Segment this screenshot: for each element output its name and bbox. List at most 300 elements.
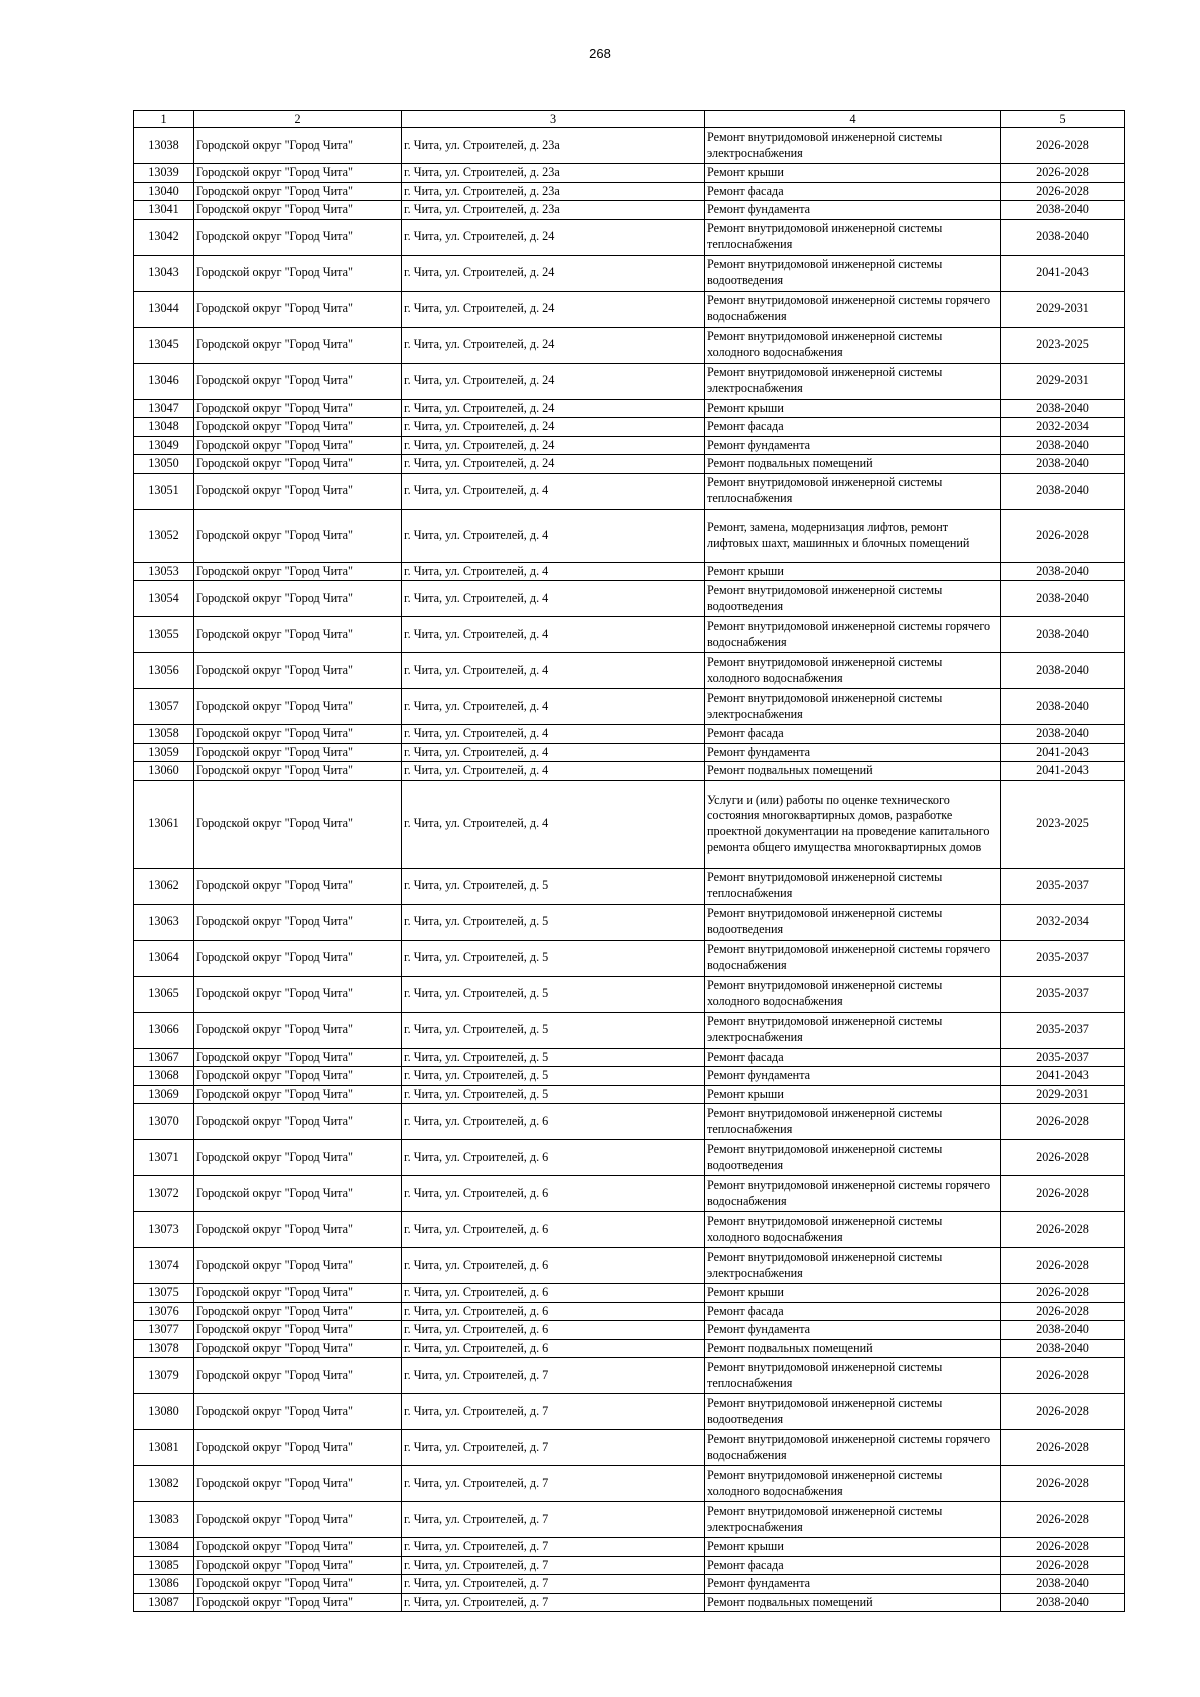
district-cell: Городской округ "Город Чита" bbox=[194, 1430, 402, 1466]
table-row bbox=[134, 1140, 1125, 1176]
row-id-cell: 13042 bbox=[134, 219, 194, 255]
table-row bbox=[134, 1104, 1125, 1140]
period-cell: 2038-2040 bbox=[1001, 617, 1125, 653]
work-type-cell: Ремонт фундамента bbox=[705, 1575, 1001, 1594]
period-cell: 2038-2040 bbox=[1001, 1321, 1125, 1340]
work-type-cell: Ремонт внутридомовой инженерной системы теплоснабжения bbox=[705, 868, 1001, 904]
period-cell: 2038-2040 bbox=[1001, 473, 1125, 509]
work-type-cell: Ремонт фасада bbox=[705, 725, 1001, 744]
address-cell: г. Чита, ул. Строителей, д. 7 bbox=[402, 1538, 705, 1557]
work-type-cell: Ремонт внутридомовой инженерной системы электроснабжения bbox=[705, 1502, 1001, 1538]
capital-repair-table bbox=[133, 110, 1125, 1612]
work-type-cell: Ремонт внутридомовой инженерной системы электроснабжения bbox=[705, 1012, 1001, 1048]
table-row bbox=[134, 255, 1125, 291]
table-row bbox=[134, 455, 1125, 474]
work-type-cell: Ремонт внутридомовой инженерной системы теплоснабжения bbox=[705, 1104, 1001, 1140]
row-id-cell: 13079 bbox=[134, 1358, 194, 1394]
address-cell: г. Чита, ул. Строителей, д. 23а bbox=[402, 182, 705, 201]
period-cell: 2038-2040 bbox=[1001, 201, 1125, 220]
row-id-cell: 13061 bbox=[134, 780, 194, 868]
row-id-cell: 13074 bbox=[134, 1248, 194, 1284]
row-id-cell: 13073 bbox=[134, 1212, 194, 1248]
address-cell: г. Чита, ул. Строителей, д. 5 bbox=[402, 1012, 705, 1048]
district-cell: Городской округ "Город Чита" bbox=[194, 868, 402, 904]
work-type-cell: Ремонт внутридомовой инженерной системы водоотведения bbox=[705, 1394, 1001, 1430]
address-cell: г. Чита, ул. Строителей, д. 5 bbox=[402, 868, 705, 904]
address-cell: г. Чита, ул. Строителей, д. 5 bbox=[402, 1067, 705, 1086]
row-id-cell: 13043 bbox=[134, 255, 194, 291]
period-cell: 2026-2028 bbox=[1001, 1248, 1125, 1284]
table-row bbox=[134, 1502, 1125, 1538]
row-id-cell: 13065 bbox=[134, 976, 194, 1012]
work-type-cell: Ремонт внутридомовой инженерной системы водоотведения bbox=[705, 1140, 1001, 1176]
table-row bbox=[134, 509, 1125, 562]
table-row bbox=[134, 653, 1125, 689]
table-row bbox=[134, 780, 1125, 868]
header-row bbox=[134, 111, 1125, 128]
row-id-cell: 13059 bbox=[134, 743, 194, 762]
row-id-cell: 13057 bbox=[134, 689, 194, 725]
work-type-cell: Ремонт внутридомовой инженерной системы горячего водоснабжения bbox=[705, 617, 1001, 653]
table-row bbox=[134, 182, 1125, 201]
row-id-cell: 13082 bbox=[134, 1466, 194, 1502]
period-cell: 2026-2028 bbox=[1001, 1104, 1125, 1140]
work-type-cell: Ремонт крыши bbox=[705, 1085, 1001, 1104]
table-row bbox=[134, 418, 1125, 437]
period-cell: 2038-2040 bbox=[1001, 653, 1125, 689]
district-cell: Городской округ "Город Чита" bbox=[194, 653, 402, 689]
work-type-cell: Ремонт крыши bbox=[705, 164, 1001, 183]
district-cell: Городской округ "Город Чита" bbox=[194, 689, 402, 725]
district-cell: Городской округ "Город Чита" bbox=[194, 128, 402, 164]
period-cell: 2026-2028 bbox=[1001, 1284, 1125, 1303]
district-cell: Городской округ "Город Чита" bbox=[194, 436, 402, 455]
address-cell: г. Чита, ул. Строителей, д. 7 bbox=[402, 1556, 705, 1575]
row-id-cell: 13080 bbox=[134, 1394, 194, 1430]
table-row bbox=[134, 1176, 1125, 1212]
address-cell: г. Чита, ул. Строителей, д. 23а bbox=[402, 128, 705, 164]
district-cell: Городской округ "Город Чита" bbox=[194, 1048, 402, 1067]
district-cell: Городской округ "Город Чита" bbox=[194, 1085, 402, 1104]
period-cell: 2026-2028 bbox=[1001, 1358, 1125, 1394]
row-id-cell: 13085 bbox=[134, 1556, 194, 1575]
table-row bbox=[134, 1012, 1125, 1048]
table-row bbox=[134, 1339, 1125, 1358]
work-type-cell: Ремонт фундамента bbox=[705, 743, 1001, 762]
table-row bbox=[134, 1302, 1125, 1321]
row-id-cell: 13040 bbox=[134, 182, 194, 201]
address-cell: г. Чита, ул. Строителей, д. 24 bbox=[402, 327, 705, 363]
work-type-cell: Ремонт фундамента bbox=[705, 1321, 1001, 1340]
district-cell: Городской округ "Город Чита" bbox=[194, 182, 402, 201]
district-cell: Городской округ "Город Чита" bbox=[194, 1302, 402, 1321]
period-cell: 2038-2040 bbox=[1001, 1339, 1125, 1358]
district-cell: Городской округ "Город Чита" bbox=[194, 1176, 402, 1212]
address-cell: г. Чита, ул. Строителей, д. 4 bbox=[402, 780, 705, 868]
table-row bbox=[134, 904, 1125, 940]
table-row bbox=[134, 1430, 1125, 1466]
address-cell: г. Чита, ул. Строителей, д. 6 bbox=[402, 1248, 705, 1284]
district-cell: Городской округ "Город Чита" bbox=[194, 1067, 402, 1086]
district-cell: Городской округ "Город Чита" bbox=[194, 762, 402, 781]
address-cell: г. Чита, ул. Строителей, д. 23а bbox=[402, 164, 705, 183]
period-cell: 2026-2028 bbox=[1001, 128, 1125, 164]
row-id-cell: 13087 bbox=[134, 1593, 194, 1612]
address-cell: г. Чита, ул. Строителей, д. 24 bbox=[402, 436, 705, 455]
work-type-cell: Ремонт внутридомовой инженерной системы холодного водоснабжения bbox=[705, 1212, 1001, 1248]
table-row bbox=[134, 1466, 1125, 1502]
period-cell: 2026-2028 bbox=[1001, 1302, 1125, 1321]
work-type-cell: Ремонт крыши bbox=[705, 1284, 1001, 1303]
work-type-cell: Ремонт внутридомовой инженерной системы водоотведения bbox=[705, 581, 1001, 617]
district-cell: Городской округ "Город Чита" bbox=[194, 255, 402, 291]
district-cell: Городской округ "Город Чита" bbox=[194, 1502, 402, 1538]
period-cell: 2026-2028 bbox=[1001, 164, 1125, 183]
address-cell: г. Чита, ул. Строителей, д. 7 bbox=[402, 1575, 705, 1594]
period-cell: 2029-2031 bbox=[1001, 1085, 1125, 1104]
row-id-cell: 13086 bbox=[134, 1575, 194, 1594]
period-cell: 2041-2043 bbox=[1001, 762, 1125, 781]
row-id-cell: 13047 bbox=[134, 399, 194, 418]
period-cell: 2023-2025 bbox=[1001, 327, 1125, 363]
row-id-cell: 13039 bbox=[134, 164, 194, 183]
period-cell: 2038-2040 bbox=[1001, 581, 1125, 617]
table-row bbox=[134, 562, 1125, 581]
table-row bbox=[134, 1284, 1125, 1303]
table-row bbox=[134, 164, 1125, 183]
address-cell: г. Чита, ул. Строителей, д. 6 bbox=[402, 1176, 705, 1212]
row-id-cell: 13038 bbox=[134, 128, 194, 164]
period-cell: 2026-2028 bbox=[1001, 1430, 1125, 1466]
table-row bbox=[134, 291, 1125, 327]
district-cell: Городской округ "Город Чита" bbox=[194, 509, 402, 562]
row-id-cell: 13067 bbox=[134, 1048, 194, 1067]
work-type-cell: Ремонт подвальных помещений bbox=[705, 1339, 1001, 1358]
row-id-cell: 13060 bbox=[134, 762, 194, 781]
period-cell: 2038-2040 bbox=[1001, 455, 1125, 474]
table-row bbox=[134, 725, 1125, 744]
table-row bbox=[134, 1593, 1125, 1612]
period-cell: 2023-2025 bbox=[1001, 780, 1125, 868]
table-row bbox=[134, 363, 1125, 399]
district-cell: Городской округ "Город Чита" bbox=[194, 363, 402, 399]
address-cell: г. Чита, ул. Строителей, д. 6 bbox=[402, 1321, 705, 1340]
district-cell: Городской округ "Город Чита" bbox=[194, 1593, 402, 1612]
address-cell: г. Чита, ул. Строителей, д. 4 bbox=[402, 473, 705, 509]
work-type-cell: Ремонт внутридомовой инженерной системы электроснабжения bbox=[705, 689, 1001, 725]
row-id-cell: 13053 bbox=[134, 562, 194, 581]
address-cell: г. Чита, ул. Строителей, д. 4 bbox=[402, 562, 705, 581]
district-cell: Городской округ "Город Чита" bbox=[194, 725, 402, 744]
address-cell: г. Чита, ул. Строителей, д. 6 bbox=[402, 1339, 705, 1358]
address-cell: г. Чита, ул. Строителей, д. 6 bbox=[402, 1284, 705, 1303]
period-cell: 2026-2028 bbox=[1001, 1212, 1125, 1248]
district-cell: Городской округ "Город Чита" bbox=[194, 904, 402, 940]
district-cell: Городской округ "Город Чита" bbox=[194, 1538, 402, 1557]
work-type-cell: Ремонт внутридомовой инженерной системы электроснабжения bbox=[705, 128, 1001, 164]
address-cell: г. Чита, ул. Строителей, д. 23а bbox=[402, 201, 705, 220]
work-type-cell: Ремонт фасада bbox=[705, 182, 1001, 201]
district-cell: Городской округ "Город Чита" bbox=[194, 291, 402, 327]
district-cell: Городской округ "Город Чита" bbox=[194, 1339, 402, 1358]
district-cell: Городской округ "Город Чита" bbox=[194, 455, 402, 474]
district-cell: Городской округ "Город Чита" bbox=[194, 940, 402, 976]
row-id-cell: 13044 bbox=[134, 291, 194, 327]
header-col-4: 4 bbox=[705, 111, 1001, 128]
district-cell: Городской округ "Город Чита" bbox=[194, 219, 402, 255]
work-type-cell: Ремонт фасада bbox=[705, 1048, 1001, 1067]
address-cell: г. Чита, ул. Строителей, д. 4 bbox=[402, 725, 705, 744]
row-id-cell: 13070 bbox=[134, 1104, 194, 1140]
address-cell: г. Чита, ул. Строителей, д. 6 bbox=[402, 1140, 705, 1176]
address-cell: г. Чита, ул. Строителей, д. 4 bbox=[402, 653, 705, 689]
period-cell: 2038-2040 bbox=[1001, 562, 1125, 581]
work-type-cell: Ремонт внутридомовой инженерной системы горячего водоснабжения bbox=[705, 940, 1001, 976]
address-cell: г. Чита, ул. Строителей, д. 5 bbox=[402, 940, 705, 976]
row-id-cell: 13054 bbox=[134, 581, 194, 617]
row-id-cell: 13048 bbox=[134, 418, 194, 437]
table-row bbox=[134, 436, 1125, 455]
address-cell: г. Чита, ул. Строителей, д. 5 bbox=[402, 1048, 705, 1067]
period-cell: 2026-2028 bbox=[1001, 1140, 1125, 1176]
row-id-cell: 13058 bbox=[134, 725, 194, 744]
row-id-cell: 13045 bbox=[134, 327, 194, 363]
table-row bbox=[134, 1538, 1125, 1557]
district-cell: Городской округ "Город Чита" bbox=[194, 976, 402, 1012]
table-row bbox=[134, 1212, 1125, 1248]
period-cell: 2038-2040 bbox=[1001, 399, 1125, 418]
table-row bbox=[134, 762, 1125, 781]
table-row bbox=[134, 1394, 1125, 1430]
address-cell: г. Чита, ул. Строителей, д. 6 bbox=[402, 1212, 705, 1248]
district-cell: Городской округ "Город Чита" bbox=[194, 1012, 402, 1048]
work-type-cell: Ремонт внутридомовой инженерной системы теплоснабжения bbox=[705, 473, 1001, 509]
period-cell: 2029-2031 bbox=[1001, 291, 1125, 327]
period-cell: 2026-2028 bbox=[1001, 1538, 1125, 1557]
work-type-cell: Ремонт фундамента bbox=[705, 436, 1001, 455]
table-row bbox=[134, 1321, 1125, 1340]
address-cell: г. Чита, ул. Строителей, д. 24 bbox=[402, 399, 705, 418]
district-cell: Городской округ "Город Чита" bbox=[194, 1104, 402, 1140]
district-cell: Городской округ "Город Чита" bbox=[194, 743, 402, 762]
period-cell: 2041-2043 bbox=[1001, 743, 1125, 762]
row-id-cell: 13041 bbox=[134, 201, 194, 220]
row-id-cell: 13075 bbox=[134, 1284, 194, 1303]
table-body bbox=[134, 128, 1125, 1612]
row-id-cell: 13052 bbox=[134, 509, 194, 562]
work-type-cell: Ремонт внутридомовой инженерной системы электроснабжения bbox=[705, 363, 1001, 399]
period-cell: 2038-2040 bbox=[1001, 219, 1125, 255]
work-type-cell: Ремонт внутридомовой инженерной системы холодного водоснабжения bbox=[705, 976, 1001, 1012]
address-cell: г. Чита, ул. Строителей, д. 4 bbox=[402, 581, 705, 617]
row-id-cell: 13066 bbox=[134, 1012, 194, 1048]
work-type-cell: Ремонт внутридомовой инженерной системы водоотведения bbox=[705, 255, 1001, 291]
row-id-cell: 13051 bbox=[134, 473, 194, 509]
address-cell: г. Чита, ул. Строителей, д. 4 bbox=[402, 743, 705, 762]
address-cell: г. Чита, ул. Строителей, д. 7 bbox=[402, 1502, 705, 1538]
work-type-cell: Ремонт крыши bbox=[705, 562, 1001, 581]
row-id-cell: 13064 bbox=[134, 940, 194, 976]
address-cell: г. Чита, ул. Строителей, д. 7 bbox=[402, 1593, 705, 1612]
table-row bbox=[134, 868, 1125, 904]
period-cell: 2038-2040 bbox=[1001, 1593, 1125, 1612]
work-type-cell: Ремонт внутридомовой инженерной системы горячего водоснабжения bbox=[705, 1176, 1001, 1212]
work-type-cell: Ремонт крыши bbox=[705, 399, 1001, 418]
table-row bbox=[134, 1248, 1125, 1284]
district-cell: Городской округ "Город Чита" bbox=[194, 473, 402, 509]
table-row bbox=[134, 1358, 1125, 1394]
row-id-cell: 13068 bbox=[134, 1067, 194, 1086]
period-cell: 2026-2028 bbox=[1001, 182, 1125, 201]
row-id-cell: 13084 bbox=[134, 1538, 194, 1557]
table-row bbox=[134, 128, 1125, 164]
district-cell: Городской округ "Город Чита" bbox=[194, 1394, 402, 1430]
district-cell: Городской округ "Город Чита" bbox=[194, 1358, 402, 1394]
period-cell: 2032-2034 bbox=[1001, 418, 1125, 437]
table-row bbox=[134, 473, 1125, 509]
row-id-cell: 13077 bbox=[134, 1321, 194, 1340]
row-id-cell: 13081 bbox=[134, 1430, 194, 1466]
district-cell: Городской округ "Город Чита" bbox=[194, 201, 402, 220]
row-id-cell: 13078 bbox=[134, 1339, 194, 1358]
address-cell: г. Чита, ул. Строителей, д. 4 bbox=[402, 762, 705, 781]
row-id-cell: 13083 bbox=[134, 1502, 194, 1538]
district-cell: Городской округ "Город Чита" bbox=[194, 562, 402, 581]
district-cell: Городской округ "Город Чита" bbox=[194, 617, 402, 653]
period-cell: 2038-2040 bbox=[1001, 689, 1125, 725]
address-cell: г. Чита, ул. Строителей, д. 5 bbox=[402, 904, 705, 940]
row-id-cell: 13055 bbox=[134, 617, 194, 653]
district-cell: Городской округ "Город Чита" bbox=[194, 1575, 402, 1594]
table-row bbox=[134, 201, 1125, 220]
work-type-cell: Ремонт подвальных помещений bbox=[705, 1593, 1001, 1612]
address-cell: г. Чита, ул. Строителей, д. 7 bbox=[402, 1430, 705, 1466]
work-type-cell: Ремонт внутридомовой инженерной системы холодного водоснабжения bbox=[705, 653, 1001, 689]
address-cell: г. Чита, ул. Строителей, д. 24 bbox=[402, 255, 705, 291]
address-cell: г. Чита, ул. Строителей, д. 5 bbox=[402, 976, 705, 1012]
work-type-cell: Услуги и (или) работы по оценке технического состояния многоквартирных домов, разработке проектной документации на проведение капитального ремонта общего имущества многоквартирных домов bbox=[705, 780, 1001, 868]
row-id-cell: 13076 bbox=[134, 1302, 194, 1321]
row-id-cell: 13056 bbox=[134, 653, 194, 689]
work-type-cell: Ремонт внутридомовой инженерной системы холодного водоснабжения bbox=[705, 327, 1001, 363]
address-cell: г. Чита, ул. Строителей, д. 4 bbox=[402, 617, 705, 653]
row-id-cell: 13050 bbox=[134, 455, 194, 474]
work-type-cell: Ремонт внутридомовой инженерной системы холодного водоснабжения bbox=[705, 1466, 1001, 1502]
table-row bbox=[134, 1575, 1125, 1594]
row-id-cell: 13069 bbox=[134, 1085, 194, 1104]
period-cell: 2035-2037 bbox=[1001, 1012, 1125, 1048]
table-row bbox=[134, 1067, 1125, 1086]
district-cell: Городской округ "Город Чита" bbox=[194, 327, 402, 363]
table-header bbox=[134, 111, 1125, 128]
header-col-5: 5 bbox=[1001, 111, 1125, 128]
address-cell: г. Чита, ул. Строителей, д. 24 bbox=[402, 291, 705, 327]
district-cell: Городской округ "Город Чита" bbox=[194, 418, 402, 437]
period-cell: 2035-2037 bbox=[1001, 868, 1125, 904]
district-cell: Городской округ "Город Чита" bbox=[194, 1556, 402, 1575]
period-cell: 2029-2031 bbox=[1001, 363, 1125, 399]
work-type-cell: Ремонт подвальных помещений bbox=[705, 455, 1001, 474]
header-col-2: 2 bbox=[194, 111, 402, 128]
district-cell: Городской округ "Город Чита" bbox=[194, 164, 402, 183]
row-id-cell: 13071 bbox=[134, 1140, 194, 1176]
district-cell: Городской округ "Город Чита" bbox=[194, 1321, 402, 1340]
district-cell: Городской округ "Город Чита" bbox=[194, 1212, 402, 1248]
period-cell: 2026-2028 bbox=[1001, 509, 1125, 562]
district-cell: Городской округ "Город Чита" bbox=[194, 780, 402, 868]
work-type-cell: Ремонт фасада bbox=[705, 1556, 1001, 1575]
address-cell: г. Чита, ул. Строителей, д. 24 bbox=[402, 363, 705, 399]
address-cell: г. Чита, ул. Строителей, д. 4 bbox=[402, 689, 705, 725]
table-row bbox=[134, 617, 1125, 653]
period-cell: 2038-2040 bbox=[1001, 436, 1125, 455]
header-col-3: 3 bbox=[402, 111, 705, 128]
table-row bbox=[134, 1556, 1125, 1575]
row-id-cell: 13062 bbox=[134, 868, 194, 904]
address-cell: г. Чита, ул. Строителей, д. 24 bbox=[402, 455, 705, 474]
work-type-cell: Ремонт внутридомовой инженерной системы горячего водоснабжения bbox=[705, 291, 1001, 327]
row-id-cell: 13049 bbox=[134, 436, 194, 455]
row-id-cell: 13046 bbox=[134, 363, 194, 399]
work-type-cell: Ремонт внутридомовой инженерной системы теплоснабжения bbox=[705, 1358, 1001, 1394]
address-cell: г. Чита, ул. Строителей, д. 7 bbox=[402, 1466, 705, 1502]
work-type-cell: Ремонт фасада bbox=[705, 1302, 1001, 1321]
period-cell: 2032-2034 bbox=[1001, 904, 1125, 940]
row-id-cell: 13072 bbox=[134, 1176, 194, 1212]
table-row bbox=[134, 581, 1125, 617]
period-cell: 2038-2040 bbox=[1001, 1575, 1125, 1594]
period-cell: 2035-2037 bbox=[1001, 976, 1125, 1012]
district-cell: Городской округ "Город Чита" bbox=[194, 399, 402, 418]
work-type-cell: Ремонт подвальных помещений bbox=[705, 762, 1001, 781]
table-row bbox=[134, 1085, 1125, 1104]
address-cell: г. Чита, ул. Строителей, д. 6 bbox=[402, 1302, 705, 1321]
table-row bbox=[134, 219, 1125, 255]
district-cell: Городской округ "Город Чита" bbox=[194, 1466, 402, 1502]
work-type-cell: Ремонт внутридомовой инженерной системы горячего водоснабжения bbox=[705, 1430, 1001, 1466]
district-cell: Городской округ "Город Чита" bbox=[194, 1140, 402, 1176]
row-id-cell: 13063 bbox=[134, 904, 194, 940]
period-cell: 2026-2028 bbox=[1001, 1556, 1125, 1575]
district-cell: Городской округ "Город Чита" bbox=[194, 581, 402, 617]
address-cell: г. Чита, ул. Строителей, д. 24 bbox=[402, 418, 705, 437]
address-cell: г. Чита, ул. Строителей, д. 6 bbox=[402, 1104, 705, 1140]
district-cell: Городской округ "Город Чита" bbox=[194, 1248, 402, 1284]
address-cell: г. Чита, ул. Строителей, д. 7 bbox=[402, 1394, 705, 1430]
work-type-cell: Ремонт внутридомовой инженерной системы электроснабжения bbox=[705, 1248, 1001, 1284]
table-row bbox=[134, 976, 1125, 1012]
address-cell: г. Чита, ул. Строителей, д. 7 bbox=[402, 1358, 705, 1394]
district-cell: Городской округ "Город Чита" bbox=[194, 1284, 402, 1303]
table-row bbox=[134, 689, 1125, 725]
table-row bbox=[134, 743, 1125, 762]
work-type-cell: Ремонт фундамента bbox=[705, 201, 1001, 220]
period-cell: 2041-2043 bbox=[1001, 255, 1125, 291]
header-col-1: 1 bbox=[134, 111, 194, 128]
period-cell: 2035-2037 bbox=[1001, 1048, 1125, 1067]
period-cell: 2026-2028 bbox=[1001, 1466, 1125, 1502]
table-row bbox=[134, 399, 1125, 418]
work-type-cell: Ремонт крыши bbox=[705, 1538, 1001, 1557]
period-cell: 2026-2028 bbox=[1001, 1176, 1125, 1212]
table-row bbox=[134, 1048, 1125, 1067]
period-cell: 2038-2040 bbox=[1001, 725, 1125, 744]
table-row bbox=[134, 940, 1125, 976]
period-cell: 2041-2043 bbox=[1001, 1067, 1125, 1086]
work-type-cell: Ремонт фасада bbox=[705, 418, 1001, 437]
period-cell: 2035-2037 bbox=[1001, 940, 1125, 976]
address-cell: г. Чита, ул. Строителей, д. 4 bbox=[402, 509, 705, 562]
